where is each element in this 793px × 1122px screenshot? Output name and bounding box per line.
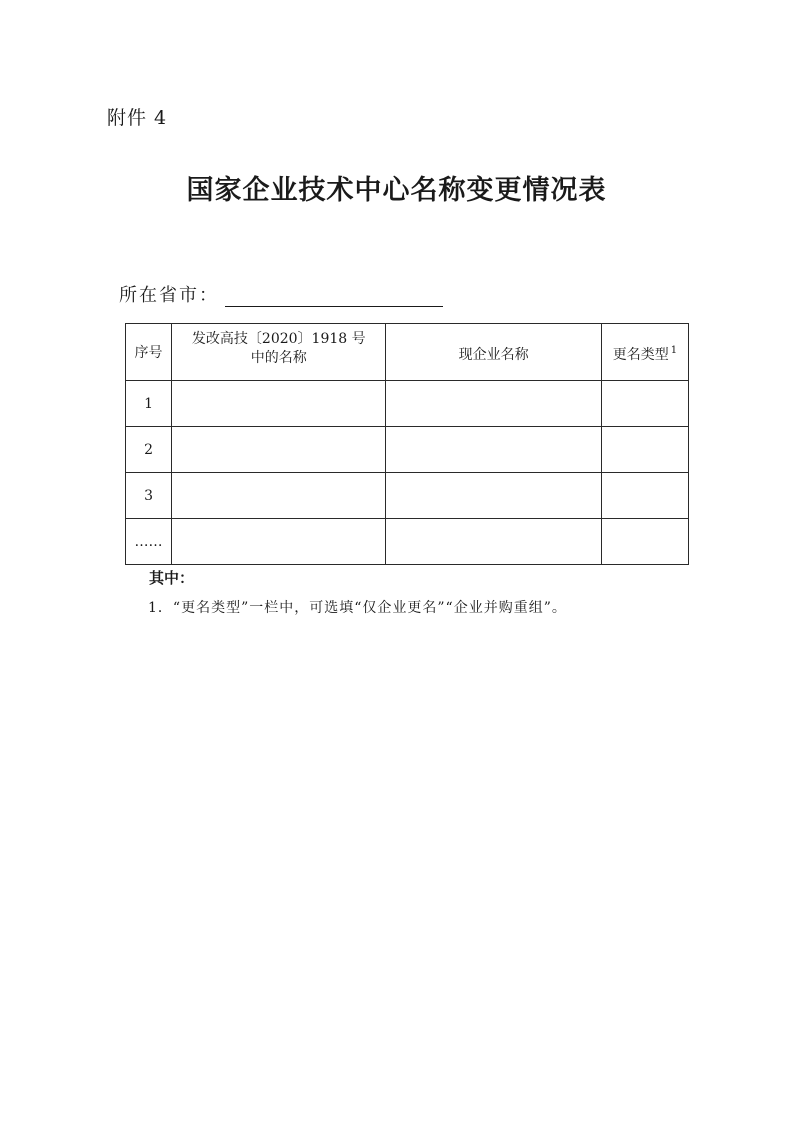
table-row bbox=[126, 427, 689, 473]
province-label: 所在省市： bbox=[119, 285, 219, 306]
cell-change-type bbox=[601, 381, 688, 427]
cell-change-type bbox=[601, 427, 688, 473]
cell-change-type bbox=[601, 473, 688, 519]
cell-change-type bbox=[601, 519, 688, 565]
table-row bbox=[126, 519, 689, 565]
header-old-name-line2: 中的名称 bbox=[250, 350, 307, 366]
cell-seq: …… bbox=[126, 519, 172, 565]
cell-seq: 3 bbox=[126, 473, 172, 519]
header-seq: 序号 bbox=[126, 324, 172, 381]
province-field bbox=[119, 281, 443, 307]
cell-old-name bbox=[172, 427, 386, 473]
cell-seq: 2 bbox=[126, 427, 172, 473]
cell-old-name bbox=[172, 519, 386, 565]
cell-new-name bbox=[386, 427, 601, 473]
change-table bbox=[125, 323, 689, 565]
document-title: 国家企业技术中心名称变更情况表 bbox=[186, 175, 607, 206]
table-header-row bbox=[126, 324, 689, 381]
header-old-name-line1: 发改高技〔2020〕1918 号 bbox=[191, 331, 366, 347]
attachment-label: 附件 4 bbox=[107, 107, 168, 129]
table-row bbox=[126, 473, 689, 519]
cell-new-name bbox=[386, 519, 601, 565]
note-item: 1．“更名类型”一栏中，可选填“仅企业更名”“企业并购重组”。 bbox=[148, 600, 567, 616]
cell-new-name bbox=[386, 473, 601, 519]
notes-heading: 其中： bbox=[149, 569, 195, 587]
footnote-marker: 1 bbox=[670, 345, 678, 356]
cell-new-name bbox=[386, 381, 601, 427]
table-row bbox=[126, 381, 689, 427]
cell-seq: 1 bbox=[126, 381, 172, 427]
header-new-name: 现企业名称 bbox=[386, 324, 601, 381]
header-old-name bbox=[172, 324, 386, 381]
header-change-type-label: 更名类型 bbox=[612, 347, 669, 363]
cell-old-name bbox=[172, 473, 386, 519]
cell-old-name bbox=[172, 381, 386, 427]
province-blank-line bbox=[225, 288, 443, 307]
header-change-type bbox=[601, 324, 688, 381]
